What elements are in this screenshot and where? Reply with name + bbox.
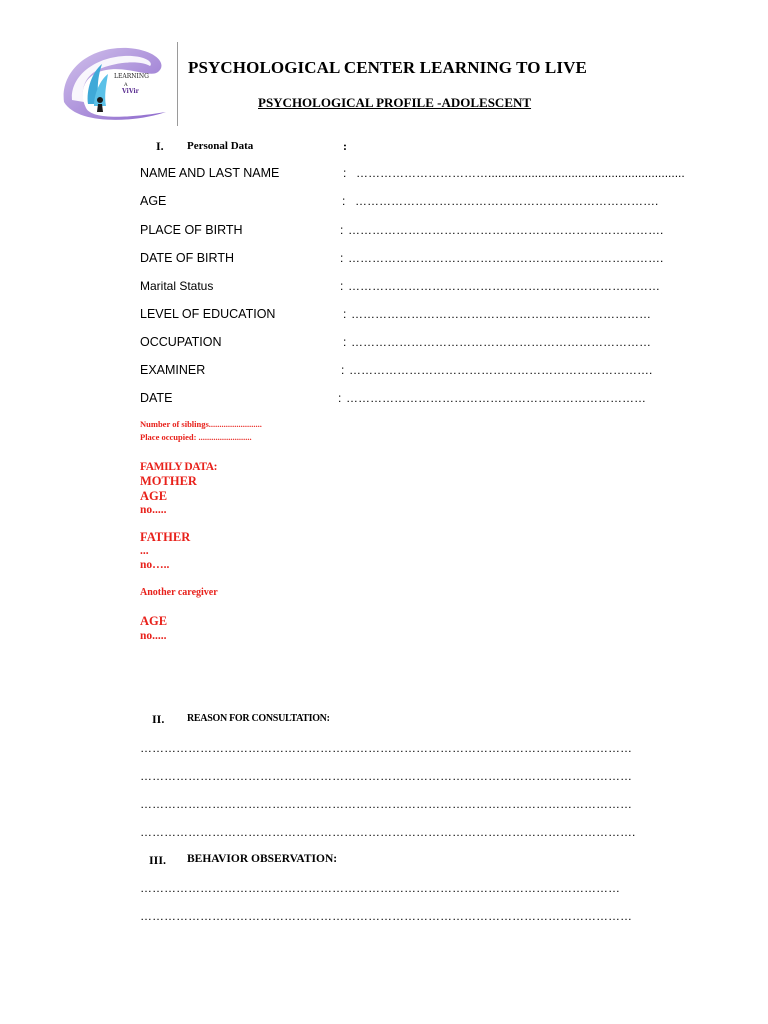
- field-label-date: DATE: [140, 391, 173, 405]
- field-input-place-of-birth[interactable]: …………………………………………………………………….: [348, 223, 664, 237]
- page-subtitle: PSYCHOLOGICAL PROFILE -ADOLESCENT: [258, 95, 532, 110]
- father-label: FATHER: [140, 530, 191, 544]
- caregiver-no: no.....: [140, 630, 167, 642]
- family-data-heading: FAMILY DATA:: [140, 461, 218, 473]
- section1-title: Personal Data: [187, 140, 254, 152]
- center-logo: [58, 42, 170, 122]
- section3-number: III.: [149, 853, 167, 867]
- mother-no: no.....: [140, 504, 167, 516]
- caregiver-age-label: AGE: [140, 614, 168, 628]
- reason-line-1[interactable]: ……………………………………………………………………………………………………………: [140, 741, 632, 755]
- place-occupied: Place occupied: .........................: [140, 432, 252, 442]
- page-title: PSYCHOLOGICAL CENTER LEARNING TO LIVE: [188, 58, 587, 77]
- header-divider: [177, 42, 178, 126]
- field-sep-education: :: [343, 307, 347, 321]
- field-label-date-of-birth: DATE OF BIRTH: [140, 251, 234, 265]
- field-label-name: NAME AND LAST NAME: [140, 166, 280, 180]
- mother-label: MOTHER: [140, 474, 197, 488]
- field-input-age[interactable]: ………………………………………………………………….: [355, 194, 659, 208]
- field-sep-date-of-birth: :: [340, 251, 344, 265]
- field-label-place-of-birth: PLACE OF BIRTH: [140, 223, 243, 237]
- reason-line-3[interactable]: ……………………………………………………………………………………………………………: [140, 797, 632, 811]
- logo-text-2: A: [124, 82, 128, 88]
- field-input-education[interactable]: …………………………………………………………………: [351, 307, 651, 321]
- father-no: no…..: [140, 559, 170, 571]
- field-sep-examiner: :: [341, 363, 345, 377]
- mother-age-label: AGE: [140, 489, 168, 503]
- behavior-line-1[interactable]: …………………………………………………………………………………………………………: [140, 881, 620, 895]
- field-input-examiner[interactable]: ………………………………………………………………….: [349, 363, 653, 377]
- section3-title: BEHAVIOR OBSERVATION:: [187, 853, 338, 865]
- field-sep-place-of-birth: :: [340, 223, 344, 237]
- reason-line-4[interactable]: …………………………………………………………………………………………………………….: [140, 825, 636, 839]
- logo-text-3: ViVir: [122, 88, 139, 95]
- field-input-date-of-birth[interactable]: …………………………………………………………………….: [348, 251, 664, 265]
- field-input-occupation[interactable]: …………………………………………………………………: [351, 335, 651, 349]
- section2-title: REASON FOR CONSULTATION:: [187, 713, 330, 724]
- field-label-marital-status: Marital Status: [140, 279, 214, 293]
- field-sep-marital-status: :: [340, 279, 344, 293]
- field-sep-age: :: [342, 194, 346, 208]
- section1-number: I.: [156, 139, 164, 153]
- section1-colon: :: [343, 139, 347, 153]
- field-label-occupation: OCCUPATION: [140, 335, 222, 349]
- logo-text-1: LEARNING: [114, 73, 149, 80]
- reason-line-2[interactable]: ……………………………………………………………………………………………………………: [140, 769, 632, 783]
- field-label-education: LEVEL OF EDUCATION: [140, 307, 276, 321]
- another-caregiver-label: Another caregiver: [140, 587, 218, 598]
- section2-number: II.: [152, 712, 165, 726]
- field-sep-date: :: [338, 391, 342, 405]
- field-input-marital-status[interactable]: ……………………………………………………………………: [348, 279, 660, 293]
- field-input-date[interactable]: …………………………………………………………………: [346, 391, 646, 405]
- field-sep-name: :: [343, 166, 347, 180]
- number-of-siblings: Number of siblings.........................: [140, 419, 262, 429]
- behavior-line-2[interactable]: ……………………………………………………………………………………………………………: [140, 909, 632, 923]
- field-label-examiner: EXAMINER: [140, 363, 206, 377]
- field-input-name[interactable]: ……………………………...........................................................: [356, 166, 685, 180]
- field-label-age: AGE: [140, 194, 167, 208]
- father-dots: ...: [140, 545, 149, 557]
- field-sep-occupation: :: [343, 335, 347, 349]
